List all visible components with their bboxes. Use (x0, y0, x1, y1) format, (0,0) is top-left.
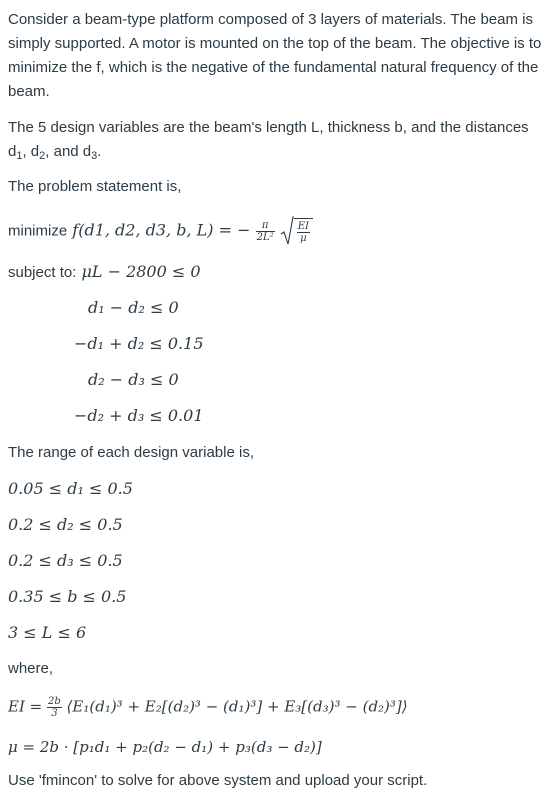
ei-formula (8, 696, 408, 719)
ei-numerator: 2b (48, 696, 61, 707)
subject-to-label: subject to: (8, 264, 77, 281)
ei-lhs: EI = (8, 697, 43, 716)
d1-subscript: 1 (16, 150, 23, 162)
design-vars-suffix: . (97, 143, 102, 160)
d3-subscript: 3 (91, 150, 98, 162)
ei-fraction (47, 696, 62, 719)
sqrt-sign-icon (280, 216, 294, 246)
objective-lhs: f(d1, d2, d3, b, L) = − (72, 220, 251, 240)
pi-denominator: 2L² (256, 231, 274, 243)
range-b: 0.35 ≤ b ≤ 0.5 (8, 587, 127, 606)
objective-function (8, 218, 313, 244)
constraint-2: −d₁ + d₂ ≤ 0.15 (74, 334, 204, 353)
intro-paragraph: Consider a beam-type platform composed of 3 layers of materials. The beam is simply supported. A motor is mounted on the top of the beam. The objective is to minimize the f, which is the negative of the fundamental natural frequency of the beam. (8, 11, 542, 100)
range-L: 3 ≤ L ≤ 6 (8, 623, 87, 642)
constraint-row-0 (8, 262, 201, 283)
sqrt-expression (280, 218, 313, 244)
range-d2: 0.2 ≤ d₂ ≤ 0.5 (8, 515, 123, 534)
pi-fraction (256, 220, 275, 243)
d2-subscript: 2 (39, 150, 46, 162)
minimize-label: minimize (8, 222, 68, 240)
design-vars-sep2: , and d (45, 143, 92, 160)
range-d3: 0.2 ≤ d₃ ≤ 0.5 (8, 551, 123, 570)
constraint-1: d₁ − d₂ ≤ 0 (88, 298, 179, 317)
ei-rhs: ⟨E₁(d₁)³ + E₂[(d₂)³ − (d₁)³] + E₃[(d₃)³ − (d₂)³]⟩ (66, 697, 408, 716)
mu-formula: μ = 2b · [p₁d₁ + p₂(d₂ − d₁) + p₃(d₃ − d₂)] (8, 738, 322, 756)
range-label: The range of each design variable is, (8, 444, 254, 461)
sqrt-numerator: EI (297, 221, 309, 232)
pi-numerator: π (256, 220, 275, 232)
constraint-0: μL − 2800 ≤ 0 (81, 262, 201, 281)
constraint-3: d₂ − d₃ ≤ 0 (88, 370, 179, 389)
sqrt-denominator: μ (300, 233, 307, 244)
ei-denominator: 3 (51, 708, 58, 719)
instruction-text: Use 'fmincon' to solve for above system and upload your script. (8, 772, 428, 789)
where-label: where, (8, 660, 54, 677)
range-d1: 0.05 ≤ d₁ ≤ 0.5 (8, 479, 133, 498)
problem-statement-label: The problem statement is, (8, 178, 182, 195)
design-variables-paragraph (8, 116, 548, 164)
design-vars-sep1: , d (22, 143, 40, 160)
design-vars-prefix: The 5 design variables are the beam's length L, thickness b, and the distances d (8, 119, 529, 160)
constraint-4: −d₂ + d₃ ≤ 0.01 (74, 406, 204, 425)
